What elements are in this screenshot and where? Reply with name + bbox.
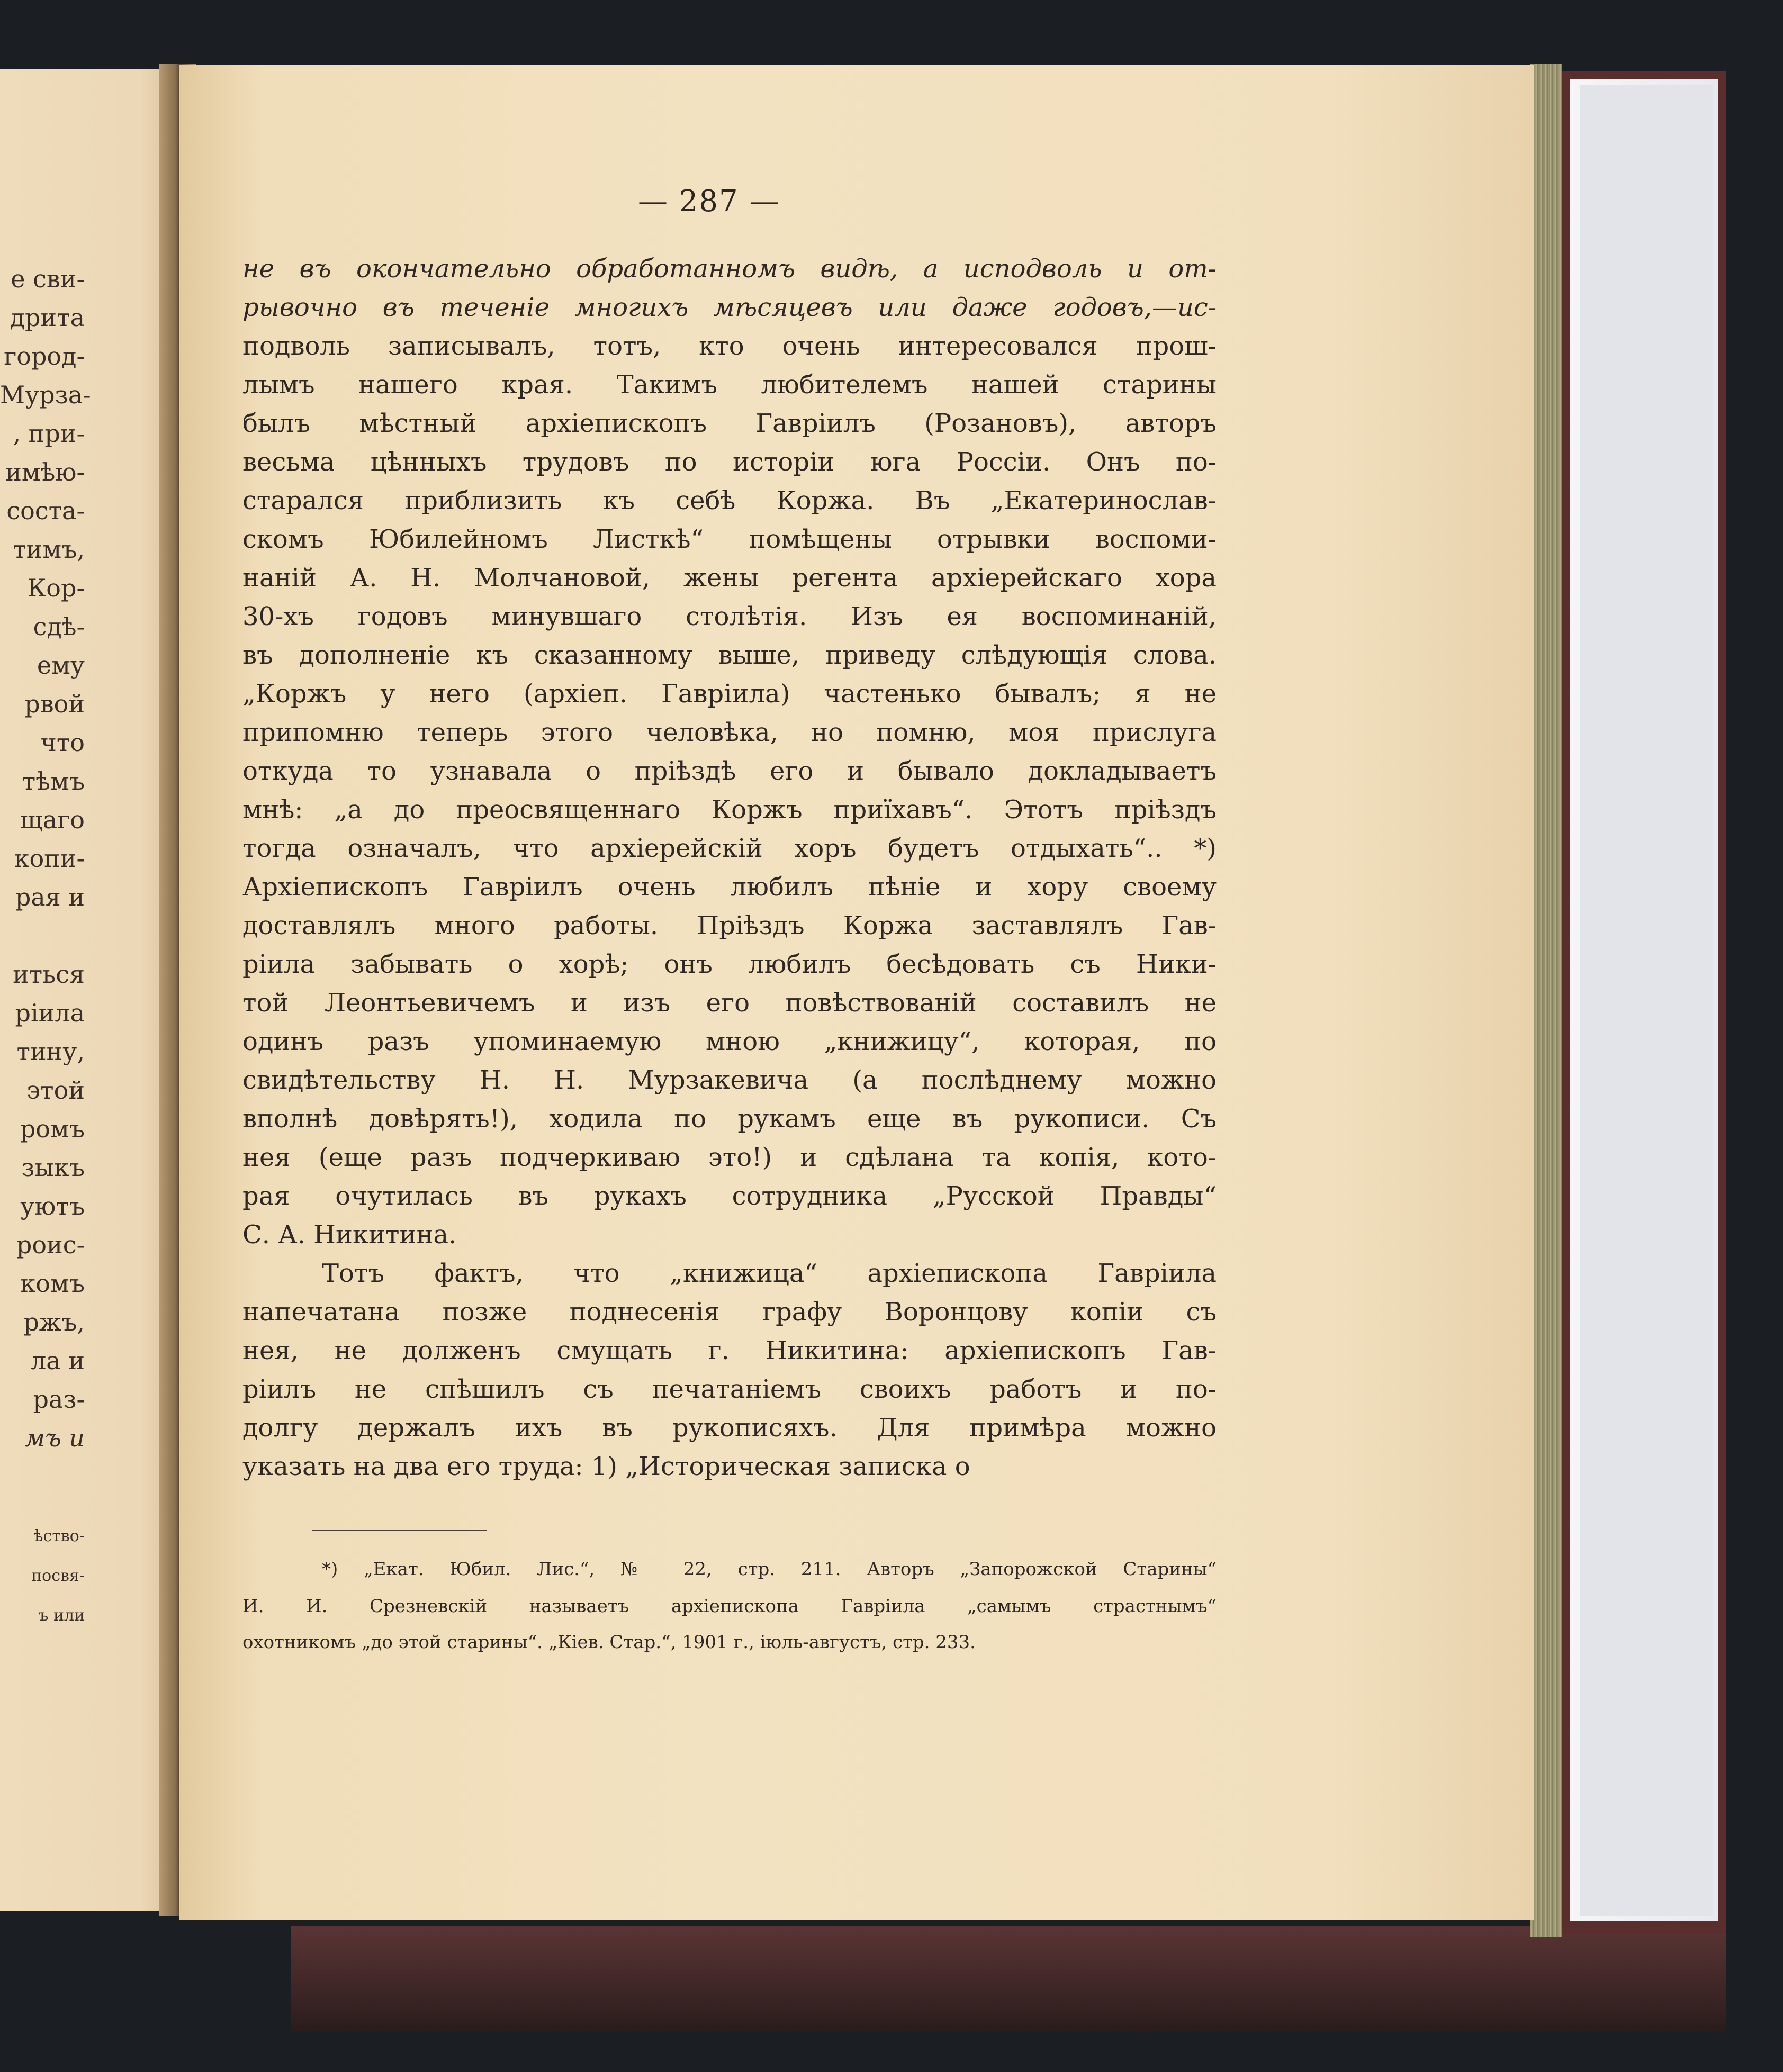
left-facing-page	[0, 69, 175, 1911]
page-number: — 287 —	[638, 184, 780, 219]
body-line: подволь записывалъ, тотъ, кто очень интересовался прош-	[242, 331, 1217, 361]
left-page-line: щаго	[20, 806, 85, 834]
body-line: откуда то узнавала о пріѣздѣ его и бывало докладываетъ	[242, 756, 1217, 786]
left-page-line: ла и	[31, 1346, 85, 1375]
left-page-line: соста-	[6, 496, 85, 525]
left-page-footnote-line: ѣство-	[33, 1527, 85, 1545]
footnote-line: охотникомъ „до этой старины“. „Кіев. Стар.“, 1901 г., іюль-августъ, стр. 233.	[242, 1632, 976, 1653]
left-page-line: имѣю-	[5, 458, 85, 486]
left-page-line: ему	[37, 651, 85, 680]
body-line: свидѣтельству Н. Н. Мурзакевича (а послѣднему можно	[242, 1065, 1217, 1095]
left-page-line: тину,	[16, 1037, 85, 1066]
left-page-line: ромъ	[20, 1115, 85, 1143]
body-line: весьма цѣнныхъ трудовъ по исторіи юга Россіи. Онъ по-	[242, 447, 1217, 477]
body-line: С. А. Никитина.	[242, 1220, 457, 1250]
left-page-line: город-	[4, 342, 85, 370]
left-page-line: тимъ,	[13, 535, 85, 564]
left-page-line: этой	[26, 1076, 85, 1105]
body-line: той Леонтьевичемъ и изъ его повѣствованій составилъ не	[242, 988, 1217, 1018]
body-line: доставлялъ много работы. Пріѣздъ Коржа заставлялъ Гав-	[242, 911, 1217, 940]
body-line: вполнѣ довѣрять!), ходила по рукамъ еще въ рукописи. Съ	[242, 1104, 1217, 1134]
body-line: рывочно въ теченіе многихъ мѣсяцевъ или даже годовъ,—ис-	[242, 293, 1217, 322]
body-line: былъ мѣстный архіепископъ Гавріилъ (Розановъ), авторъ	[242, 409, 1217, 438]
left-page-line: комъ	[20, 1269, 85, 1298]
left-page-footnote-line: ъ или	[38, 1606, 85, 1625]
left-page-line: уютъ	[20, 1192, 85, 1220]
left-page-line: иться	[13, 960, 85, 989]
body-line: Архіепископъ Гавріилъ очень любилъ пѣніе и хору своему	[242, 872, 1217, 902]
left-page-line: дрита	[10, 303, 85, 332]
body-line: лымъ нашего края. Такимъ любителемъ нашей старины	[242, 370, 1217, 400]
body-line: старался приблизить къ себѣ Коржа. Въ „Екатеринослав-	[242, 486, 1217, 515]
page-stack-edges	[1530, 64, 1562, 1937]
footnote-rule	[312, 1530, 487, 1531]
body-line: припомню теперь этого человѣка, но помню, моя прислуга	[242, 718, 1217, 747]
body-line: напечатана позже поднесенія графу Воронцову копіи съ	[242, 1297, 1217, 1327]
left-page-line: тѣмъ	[22, 767, 85, 795]
left-page-footnote-line: посвя-	[31, 1567, 85, 1585]
left-page-line: ржъ,	[23, 1308, 85, 1336]
footnote-line: И. И. Срезневскій называетъ архіепископа Гавріила „самымъ страстнымъ“	[242, 1596, 1217, 1617]
body-line: тогда означалъ, что архіерейскій хоръ будетъ отдыхать“.. *)	[242, 834, 1217, 863]
left-page-line: мъ и	[24, 1424, 85, 1452]
body-line: указать на два его труда: 1) „Историческая записка о	[242, 1452, 970, 1481]
body-line: „Коржъ у него (архіеп. Гавріила) частенько бывалъ; я не	[242, 679, 1217, 709]
left-page-line: копи-	[14, 844, 85, 873]
white-card-inner	[1580, 85, 1713, 1916]
left-page-line: е сви-	[11, 265, 85, 293]
body-line: не въ окончательно обработанномъ видѣ, а исподволь и от-	[242, 254, 1217, 284]
body-line: 30-хъ годовъ минувшаго столѣтія. Изъ ея воспоминаній,	[242, 602, 1217, 631]
body-line: нея (еще разъ подчеркиваю это!) и сдѣлана та копія, кото-	[242, 1143, 1217, 1172]
body-line: скомъ Юбилейномъ Листкѣ“ помѣщены отрывки воспоми-	[242, 524, 1217, 554]
left-page-line: раз-	[33, 1385, 85, 1414]
left-page-line: , при-	[13, 419, 85, 448]
footnote-line: *) „Екат. Юбил. Лис.“, № 22, стр. 211. Авторъ „Запорожской Старины“	[322, 1559, 1217, 1580]
left-page-line: рая и	[15, 883, 85, 911]
body-line: въ дополненіе къ сказанному выше, приведу слѣдующія слова.	[242, 640, 1217, 670]
body-line: нея, не долженъ смущать г. Никитина: архіепископъ Гав-	[242, 1336, 1217, 1365]
body-line: ріилъ не спѣшилъ съ печатаніемъ своихъ работъ и по-	[242, 1374, 1217, 1404]
body-line: наній А. Н. Молчановой, жены регента архіерейскаго хора	[242, 563, 1217, 593]
left-page-line: Кор-	[27, 574, 85, 602]
left-page-line: ріила	[15, 999, 85, 1027]
body-line: рая очутилась въ рукахъ сотрудника „Русской Правды“	[242, 1181, 1217, 1211]
body-line: мнѣ: „а до преосвященнаго Коржъ приїхавъ“. Этотъ пріѣздъ	[242, 795, 1217, 825]
body-line: Тотъ фактъ, что „книжица“ архіепископа Гавріила	[322, 1259, 1217, 1288]
left-page-line: зыкъ	[21, 1153, 85, 1182]
book-cover-edge	[291, 1926, 1726, 2032]
left-page-line: роис-	[16, 1230, 85, 1259]
left-page-line: что	[40, 728, 85, 757]
left-page-line: рвой	[24, 690, 85, 718]
body-line: ріила забывать о хорѣ; онъ любилъ бесѣдовать съ Ники-	[242, 949, 1217, 979]
left-page-line: Мурза-	[0, 381, 91, 409]
left-page-line: сдѣ-	[33, 612, 85, 641]
body-line: одинъ разъ упоминаемую мною „книжицу“, которая, по	[242, 1027, 1217, 1056]
body-line: долгу держалъ ихъ въ рукописяхъ. Для примѣра можно	[242, 1413, 1217, 1443]
